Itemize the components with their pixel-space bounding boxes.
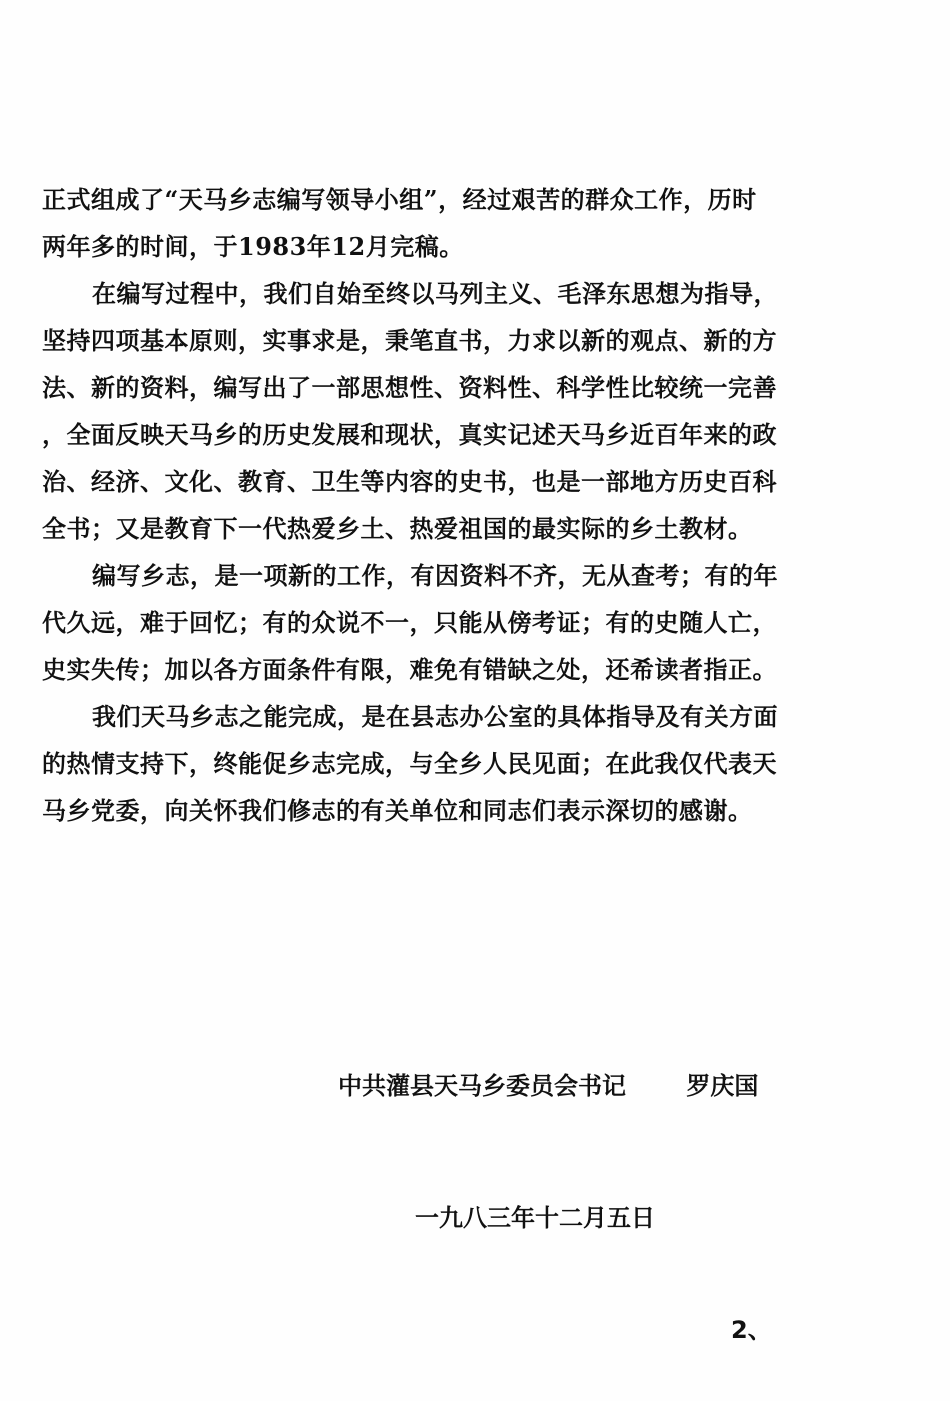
text-line-14: 马乡党委，向关怀我们修志的有关单位和同志们表示深切的感谢。 <box>42 796 753 825</box>
text-line-6: ，全面反映天马乡的历史发展和现状，真实记述天马乡近百年来的政 <box>42 420 777 449</box>
text-line-13: 的热情支持下，终能促乡志完成，与全乡人民见面；在此我仅代表天 <box>42 749 777 778</box>
text-line-3: 在编写过程中，我们自始至终以马列主义、毛泽东思想为指导， <box>92 279 778 308</box>
signature-name: 罗庆国 <box>686 1071 759 1100</box>
text-line-9: 编写乡志，是一项新的工作，有因资料不齐，无从查考；有的年 <box>92 561 778 590</box>
signature-organization: 中共灌县天马乡委员会书记 <box>338 1071 626 1100</box>
document-date: 一九八三年十二月五日 <box>415 1203 655 1232</box>
body-text <box>42 176 832 834</box>
text-line-2: 两年多的时间，于1983年12月完稿。 <box>42 232 464 261</box>
text-line-8: 全书；又是教育下一代热爱乡土、热爱祖国的最实际的乡土教材。 <box>42 514 753 543</box>
text-line-11: 史实失传；加以各方面条件有限，难免有错缺之处，还希读者指正。 <box>42 655 777 684</box>
text-line-1: 正式组成了“天马乡志编写领导小组”，经过艰苦的群众工作，历时 <box>42 185 757 214</box>
text-line-4: 坚持四项基本原则，实事求是，秉笔直书，力求以新的观点、新的方 <box>42 326 777 355</box>
page-number: 2、 <box>731 1316 772 1344</box>
text-line-5: 法、新的资料，编写出了一部思想性、资料性、科学性比较统一完善 <box>42 373 777 402</box>
text-line-12: 我们天马乡志之能完成，是在县志办公室的具体指导及有关方面 <box>92 702 778 731</box>
text-line-7: 治、经济、文化、教育、卫生等内容的史书，也是一部地方历史百科 <box>42 467 777 496</box>
text-line-10: 代久远，难于回忆；有的众说不一，只能从傍考证；有的史随人亡， <box>42 608 777 637</box>
signature-block <box>338 1066 758 1101</box>
